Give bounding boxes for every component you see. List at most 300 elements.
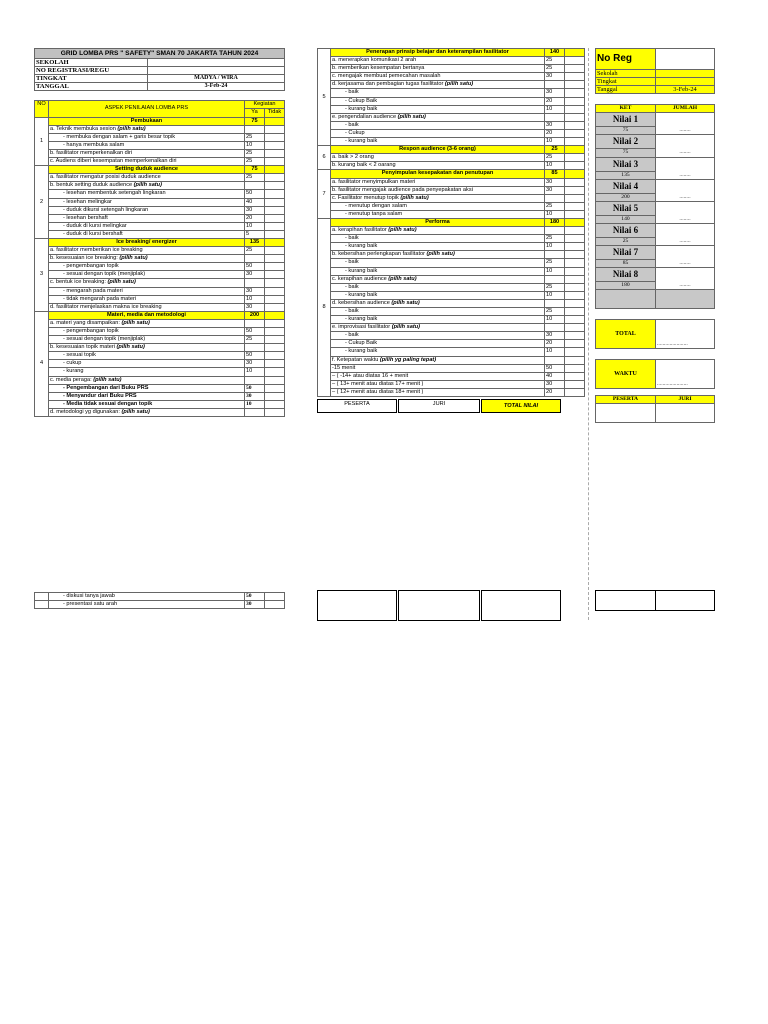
- criteria-check[interactable]: [565, 73, 585, 81]
- criteria-value[interactable]: 50: [245, 190, 265, 198]
- nilai-value[interactable]: ........: [656, 157, 715, 179]
- info-label: TANGGAL: [35, 83, 148, 91]
- criteria-label: - duduk di kursi melingkar: [63, 222, 127, 229]
- criteria-check[interactable]: [265, 319, 285, 327]
- criteria-row: [35, 360, 285, 368]
- criteria-text: [331, 121, 545, 129]
- criteria-row: [35, 319, 285, 327]
- criteria-check[interactable]: [565, 332, 585, 340]
- criteria-text: [331, 291, 545, 299]
- criteria-label: - tidak mengarah pada materi: [63, 295, 137, 302]
- criteria-check[interactable]: [565, 356, 585, 364]
- criteria-check[interactable]: [265, 214, 285, 222]
- criteria-value[interactable]: 10: [545, 243, 565, 251]
- criteria-row: [35, 182, 285, 190]
- criteria-value[interactable]: [545, 81, 565, 89]
- criteria-check[interactable]: [565, 65, 585, 73]
- criteria-value[interactable]: 25: [545, 259, 565, 267]
- criteria-row: [318, 348, 585, 356]
- nilai-value[interactable]: ........: [656, 179, 715, 201]
- criteria-value[interactable]: [545, 324, 565, 332]
- criteria-value[interactable]: 25: [545, 154, 565, 162]
- criteria-check[interactable]: [265, 336, 285, 344]
- criteria-value[interactable]: 10: [245, 222, 265, 230]
- nilai-max: 200: [596, 193, 656, 201]
- criteria-check[interactable]: [565, 105, 585, 113]
- criteria-label: - kurang baik: [345, 138, 378, 145]
- criteria-text: [331, 57, 545, 65]
- header-tidak: Tidak: [265, 109, 285, 117]
- criteria-check[interactable]: [265, 352, 285, 360]
- criteria-check[interactable]: [265, 182, 285, 190]
- criteria-check[interactable]: [265, 368, 285, 376]
- criteria-row: [318, 186, 585, 194]
- criteria-text: [331, 283, 545, 291]
- criteria-label: - pengembangan topik: [63, 328, 119, 334]
- criteria-value[interactable]: 10: [545, 210, 565, 218]
- footer-peserta-box: [317, 399, 397, 413]
- criteria-check[interactable]: [565, 162, 585, 170]
- criteria-text: [331, 178, 545, 186]
- section-title: Performa: [331, 218, 545, 226]
- criteria-value[interactable]: 30: [245, 287, 265, 295]
- criteria-check[interactable]: [265, 295, 285, 303]
- criteria-value[interactable]: 30: [545, 121, 565, 129]
- criteria-text: [49, 174, 245, 182]
- criteria-check[interactable]: [265, 408, 285, 416]
- criteria-value[interactable]: 25: [245, 247, 265, 255]
- criteria-value[interactable]: 25: [545, 65, 565, 73]
- criteria-check[interactable]: [265, 360, 285, 368]
- footer-juri: JURI: [432, 401, 446, 408]
- footer-juri-box: [398, 399, 480, 413]
- juri-sign-box[interactable]: [398, 590, 480, 621]
- criteria-row: [318, 251, 585, 259]
- criteria-label: a. materi yang disampaikan:: [50, 319, 120, 326]
- right-info-value[interactable]: [656, 70, 715, 78]
- criteria-check[interactable]: [265, 125, 285, 133]
- criteria-value[interactable]: 25: [545, 235, 565, 243]
- criteria-value[interactable]: 20: [545, 97, 565, 105]
- criteria-value[interactable]: 10: [545, 316, 565, 324]
- section-title: Penerapan prinsip belajar dan keterampilan fasilitator: [331, 49, 545, 57]
- criteria-value[interactable]: 50: [245, 593, 265, 601]
- criteria-check[interactable]: [265, 400, 285, 408]
- nilai-value[interactable]: ........: [656, 135, 715, 157]
- criteria-text: [49, 255, 245, 263]
- criteria-note: (pilih satu): [388, 227, 417, 234]
- criteria-row: [35, 408, 285, 416]
- criteria-check[interactable]: [265, 392, 285, 400]
- criteria-value[interactable]: 25: [545, 202, 565, 210]
- criteria-value[interactable]: 30: [245, 303, 265, 311]
- criteria-value[interactable]: [245, 125, 265, 133]
- criteria-check[interactable]: [565, 283, 585, 291]
- criteria-check[interactable]: [265, 271, 285, 279]
- criteria-value[interactable]: 20: [245, 214, 265, 222]
- criteria-value[interactable]: 25: [545, 283, 565, 291]
- criteria-check[interactable]: [565, 210, 585, 218]
- criteria-value[interactable]: [545, 227, 565, 235]
- criteria-check[interactable]: [565, 267, 585, 275]
- criteria-check[interactable]: [565, 154, 585, 162]
- criteria-row: [35, 149, 285, 157]
- criteria-check[interactable]: [265, 149, 285, 157]
- criteria-value[interactable]: 30: [545, 89, 565, 97]
- total-value-box[interactable]: [481, 590, 561, 621]
- criteria-label: f. Ketepatan waktu: [332, 356, 379, 363]
- criteria-check[interactable]: [265, 384, 285, 392]
- criteria-check[interactable]: [565, 316, 585, 324]
- nilai-value[interactable]: ........: [656, 245, 715, 267]
- criteria-row: [35, 384, 285, 392]
- criteria-value[interactable]: 50: [245, 263, 265, 271]
- criteria-check[interactable]: [565, 259, 585, 267]
- criteria-check[interactable]: [565, 308, 585, 316]
- nilai-label: Nilai 6: [596, 223, 656, 237]
- criteria-check[interactable]: [265, 593, 285, 601]
- right-juri-label: JURI: [656, 396, 715, 404]
- criteria-text: [49, 222, 245, 230]
- section-header: [318, 146, 585, 154]
- info-value[interactable]: [148, 67, 285, 75]
- criteria-text: [49, 392, 245, 400]
- nilai-max: 25: [596, 237, 656, 245]
- right-peserta-bottom-box[interactable]: [595, 590, 656, 611]
- criteria-value[interactable]: 30: [245, 271, 265, 279]
- criteria-label: - sesuai topik: [63, 352, 96, 359]
- right-sign-table: [595, 395, 715, 423]
- criteria-row: [318, 65, 585, 73]
- criteria-label: - duduk di kursi bershaft: [63, 230, 123, 237]
- criteria-value[interactable]: [245, 279, 265, 287]
- criteria-value[interactable]: 30: [545, 332, 565, 340]
- criteria-value[interactable]: 10: [245, 141, 265, 149]
- right-info-label: Sekolah: [596, 70, 656, 78]
- criteria-label: -15 menit: [332, 364, 356, 371]
- criteria-check[interactable]: [565, 372, 585, 380]
- criteria-value[interactable]: 25: [245, 174, 265, 182]
- criteria-text: [331, 380, 545, 388]
- criteria-note: (pilih satu): [397, 113, 426, 120]
- criteria-value[interactable]: [245, 182, 265, 190]
- criteria-label: a. fasilitator memberikan ice breaking: [50, 247, 143, 254]
- criteria-check[interactable]: [265, 287, 285, 295]
- criteria-row: [318, 235, 585, 243]
- criteria-check[interactable]: [565, 121, 585, 129]
- criteria-check[interactable]: [565, 57, 585, 65]
- criteria-value[interactable]: 10: [545, 162, 565, 170]
- criteria-value[interactable]: 10: [245, 400, 265, 408]
- right-info-row: [596, 86, 715, 94]
- criteria-text: [49, 149, 245, 157]
- criteria-row: [35, 400, 285, 408]
- criteria-row: [318, 275, 585, 283]
- criteria-value[interactable]: 30: [545, 186, 565, 194]
- criteria-value[interactable]: 10: [545, 291, 565, 299]
- criteria-value[interactable]: [545, 251, 565, 259]
- criteria-label: - baik: [345, 121, 359, 128]
- criteria-check[interactable]: [565, 275, 585, 283]
- criteria-check[interactable]: [265, 279, 285, 287]
- criteria-value[interactable]: [545, 194, 565, 202]
- total-value[interactable]: ......................: [656, 320, 715, 349]
- criteria-check[interactable]: [565, 348, 585, 356]
- criteria-label: - Cukup Baik: [345, 97, 378, 104]
- criteria-check[interactable]: [265, 247, 285, 255]
- criteria-check[interactable]: [565, 202, 585, 210]
- criteria-label: a. Teknik membuka sesion: [50, 125, 116, 132]
- criteria-label: d. fasilitator menjelaskan makna ice breaking: [50, 303, 162, 310]
- criteria-value[interactable]: 30: [245, 206, 265, 214]
- criteria-check[interactable]: [265, 222, 285, 230]
- criteria-check[interactable]: [265, 198, 285, 206]
- section-score: 85: [545, 170, 565, 178]
- criteria-label: - lesehan bershaft: [63, 214, 108, 221]
- criteria-check[interactable]: [565, 380, 585, 388]
- criteria-check[interactable]: [265, 206, 285, 214]
- criteria-check[interactable]: [265, 601, 285, 609]
- criteria-row: [35, 279, 285, 287]
- section-no: 1: [35, 117, 49, 166]
- criteria-check[interactable]: [265, 141, 285, 149]
- criteria-value[interactable]: 50: [245, 352, 265, 360]
- right-peserta-sign[interactable]: [596, 404, 656, 423]
- right-juri-sign[interactable]: [656, 404, 715, 423]
- criteria-label: – ( 12+ menit atau diatas 18+ menit ): [332, 388, 424, 395]
- peserta-sign-box[interactable]: [317, 590, 397, 621]
- criteria-check[interactable]: [565, 97, 585, 105]
- criteria-value[interactable]: [545, 356, 565, 364]
- criteria-value[interactable]: 30: [245, 601, 265, 609]
- criteria-value[interactable]: 40: [545, 372, 565, 380]
- criteria-text: [49, 408, 245, 416]
- criteria-check[interactable]: [565, 178, 585, 186]
- nilai-value[interactable]: ........: [656, 201, 715, 223]
- criteria-row: [35, 328, 285, 336]
- criteria-value[interactable]: 25: [245, 336, 265, 344]
- criteria-value[interactable]: 10: [545, 105, 565, 113]
- criteria-text: [331, 388, 545, 396]
- criteria-value[interactable]: 10: [545, 138, 565, 146]
- criteria-label: b. fasilitator memperkenalkan diri: [50, 149, 133, 156]
- criteria-text: [331, 81, 545, 89]
- criteria-note: (pilih satu): [121, 319, 150, 326]
- criteria-value[interactable]: 50: [245, 384, 265, 392]
- criteria-text: [331, 194, 545, 202]
- criteria-check[interactable]: [265, 328, 285, 336]
- info-row: [35, 75, 285, 83]
- criteria-check[interactable]: [565, 194, 585, 202]
- criteria-row: [318, 243, 585, 251]
- criteria-value[interactable]: 20: [545, 129, 565, 137]
- criteria-text: [49, 247, 245, 255]
- grid-title: GRID LOMBA PRS " SAFETY" SMAN 70 JAKARTA TAHUN 2024: [35, 49, 285, 59]
- criteria-row: [318, 57, 585, 65]
- criteria-row: [35, 222, 285, 230]
- nilai-row: [596, 268, 715, 282]
- criteria-value[interactable]: 20: [545, 340, 565, 348]
- criteria-check[interactable]: [565, 340, 585, 348]
- criteria-row: [318, 138, 585, 146]
- criteria-label: - Cukup: [345, 129, 365, 136]
- criteria-row: [35, 125, 285, 133]
- nilai-value[interactable]: ........: [656, 223, 715, 245]
- criteria-value[interactable]: 30: [545, 73, 565, 81]
- criteria-label: - Cukup Baik: [345, 340, 378, 347]
- criteria-check[interactable]: [565, 388, 585, 396]
- criteria-row: [35, 344, 285, 352]
- criteria-text: [49, 319, 245, 327]
- waktu-value[interactable]: ......................: [656, 360, 715, 389]
- criteria-check[interactable]: [265, 344, 285, 352]
- criteria-check[interactable]: [265, 158, 285, 166]
- header-kegiatan: Kegiatan: [245, 101, 285, 109]
- criteria-value[interactable]: 30: [545, 380, 565, 388]
- right-info-value[interactable]: 3-Feb-24: [656, 86, 715, 94]
- criteria-value[interactable]: [545, 299, 565, 307]
- criteria-check[interactable]: [265, 133, 285, 141]
- criteria-row: [318, 324, 585, 332]
- criteria-check[interactable]: [265, 174, 285, 182]
- criteria-note: (pilih satu): [116, 344, 145, 351]
- criteria-row: [318, 194, 585, 202]
- criteria-check[interactable]: [565, 243, 585, 251]
- criteria-value[interactable]: 50: [245, 328, 265, 336]
- criteria-check[interactable]: [565, 89, 585, 97]
- criteria-value[interactable]: [245, 376, 265, 384]
- criteria-value[interactable]: 5: [245, 230, 265, 238]
- criteria-value[interactable]: 25: [245, 158, 265, 166]
- right-panel: [595, 48, 714, 423]
- criteria-check[interactable]: [265, 230, 285, 238]
- nilai-row: [596, 201, 715, 215]
- left-score-table: [34, 100, 285, 417]
- criteria-label: c. bentuk ice breaking:: [50, 279, 106, 286]
- criteria-label: e. pengendalian audience: [332, 113, 397, 120]
- criteria-label: – ( -14+ atau diatas 16 + menit: [332, 372, 409, 379]
- criteria-value[interactable]: 40: [245, 198, 265, 206]
- criteria-check[interactable]: [265, 255, 285, 263]
- criteria-label: a. kerapihan fasilitator: [332, 227, 387, 234]
- criteria-check[interactable]: [565, 235, 585, 243]
- right-juri-bottom-box[interactable]: [655, 590, 715, 611]
- criteria-value[interactable]: 25: [245, 133, 265, 141]
- criteria-check[interactable]: [565, 113, 585, 121]
- criteria-value[interactable]: 10: [545, 267, 565, 275]
- criteria-value[interactable]: 10: [245, 295, 265, 303]
- header-no: NO: [35, 101, 49, 117]
- criteria-check[interactable]: [565, 299, 585, 307]
- info-value[interactable]: [148, 59, 285, 67]
- criteria-label: - lesehan melingkar: [63, 198, 112, 205]
- criteria-value[interactable]: [545, 113, 565, 121]
- criteria-check[interactable]: [265, 263, 285, 271]
- criteria-note: (pilih satu): [388, 275, 417, 282]
- criteria-check[interactable]: [565, 227, 585, 235]
- criteria-text: [49, 206, 245, 214]
- criteria-value[interactable]: 20: [545, 388, 565, 396]
- criteria-check[interactable]: [265, 376, 285, 384]
- criteria-label: - kurang baik: [345, 348, 378, 355]
- criteria-check[interactable]: [565, 186, 585, 194]
- no-reg-label: No Reg: [596, 49, 656, 70]
- criteria-value[interactable]: 25: [545, 57, 565, 65]
- criteria-check[interactable]: [565, 364, 585, 372]
- criteria-note: (pilih satu): [117, 125, 146, 132]
- criteria-value[interactable]: 30: [245, 360, 265, 368]
- criteria-check[interactable]: [565, 138, 585, 146]
- criteria-label: c. kerapihan audience: [332, 275, 387, 282]
- criteria-value[interactable]: [545, 275, 565, 283]
- criteria-label: - lesehan membentuk setengah lingkaran: [63, 190, 166, 197]
- nilai-row: [596, 135, 715, 149]
- criteria-check[interactable]: [565, 324, 585, 332]
- criteria-text: [49, 295, 245, 303]
- criteria-text: [331, 243, 545, 251]
- nilai-row: [596, 223, 715, 237]
- total-label: TOTAL: [596, 320, 656, 349]
- criteria-check[interactable]: [565, 81, 585, 89]
- criteria-text: [331, 356, 545, 364]
- section-score: 135: [245, 238, 265, 246]
- right-info-value[interactable]: [656, 78, 715, 86]
- criteria-label: a. baik > 2 orang: [332, 154, 374, 161]
- nilai-label: Nilai 7: [596, 245, 656, 259]
- nilai-value[interactable]: ........: [656, 113, 715, 135]
- criteria-value[interactable]: [245, 408, 265, 416]
- info-value[interactable]: 3-Feb-24: [148, 83, 285, 91]
- criteria-value[interactable]: 25: [545, 308, 565, 316]
- criteria-check[interactable]: [265, 190, 285, 198]
- criteria-value[interactable]: 50: [545, 364, 565, 372]
- criteria-label: - Menyandur dari Buku PRS: [63, 392, 137, 399]
- criteria-text: [331, 202, 545, 210]
- criteria-text: [49, 287, 245, 295]
- criteria-note: (pilih yg paling tepat): [379, 356, 437, 363]
- section-header: [318, 170, 585, 178]
- section-header: [318, 49, 585, 57]
- criteria-value[interactable]: [245, 255, 265, 263]
- criteria-row: [318, 129, 585, 137]
- info-label: NO REGISTRASI/REGU: [35, 67, 148, 75]
- nilai-value[interactable]: ........: [656, 268, 715, 290]
- waktu-table: [595, 359, 715, 389]
- header-aspek: ASPEK PENILAIAN LOMBA PRS: [49, 101, 245, 117]
- criteria-check[interactable]: [265, 303, 285, 311]
- criteria-value[interactable]: [245, 344, 265, 352]
- section-no: 3: [35, 238, 49, 311]
- criteria-label: - Pengembangan dari Buku PRS: [63, 384, 149, 391]
- no-reg-value[interactable]: [656, 49, 715, 70]
- criteria-label: - menutup tanpa salam: [345, 210, 403, 217]
- criteria-value[interactable]: 30: [545, 178, 565, 186]
- criteria-value[interactable]: 10: [245, 368, 265, 376]
- criteria-text: [331, 348, 545, 356]
- criteria-check[interactable]: [565, 291, 585, 299]
- criteria-label: b. kesesuaian topik materi: [50, 344, 115, 351]
- criteria-value[interactable]: 30: [245, 392, 265, 400]
- criteria-value[interactable]: 10: [545, 348, 565, 356]
- criteria-row: [35, 601, 285, 609]
- criteria-label: a. menerapkan komunikasi 2 arah: [332, 57, 417, 64]
- criteria-check[interactable]: [565, 251, 585, 259]
- criteria-value[interactable]: 25: [245, 149, 265, 157]
- info-value[interactable]: MADYA / WIRA: [148, 75, 285, 83]
- criteria-value[interactable]: [245, 319, 265, 327]
- criteria-check[interactable]: [565, 129, 585, 137]
- criteria-label: - menutup dengan salam: [345, 202, 407, 209]
